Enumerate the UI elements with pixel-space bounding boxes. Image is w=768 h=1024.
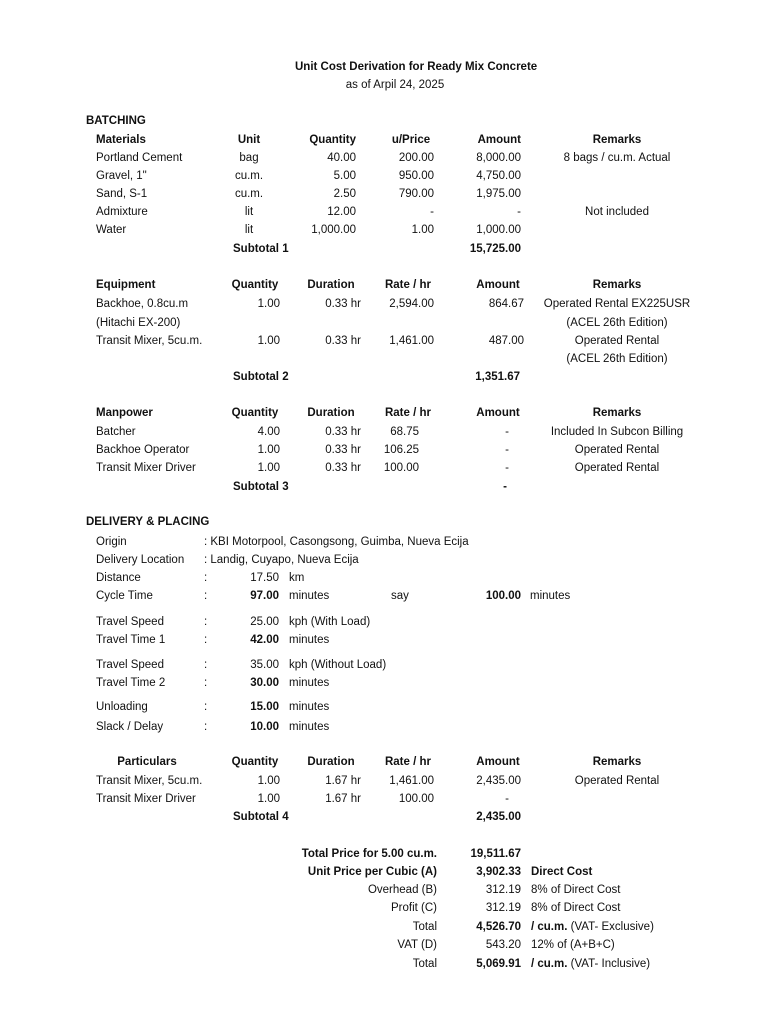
field-label: Origin bbox=[96, 536, 127, 548]
summary-label: Unit Price per Cubic (A) bbox=[307, 866, 437, 878]
table-cell: Transit Mixer, 5cu.m. bbox=[96, 775, 203, 787]
table-header: Rate / hr bbox=[384, 407, 431, 419]
subtotal-label: Subtotal 4 bbox=[233, 811, 289, 823]
summary-note-text: (VAT- Exclusive) bbox=[567, 921, 654, 933]
subtotal-value: 2,435.00 bbox=[476, 811, 521, 823]
table-cell: 1.00 bbox=[257, 462, 280, 474]
say-label: say bbox=[391, 590, 409, 602]
table-cell: 1.00 bbox=[257, 335, 280, 347]
table-cell: 0.33 hr bbox=[325, 462, 361, 474]
table-header: Equipment bbox=[96, 279, 156, 291]
table-cell: 1,461.00 bbox=[389, 335, 434, 347]
table-cell: 2.50 bbox=[333, 188, 356, 200]
table-cell: 790.00 bbox=[398, 188, 434, 200]
table-cell: Batcher bbox=[96, 426, 136, 438]
field-label: Travel Speed bbox=[96, 616, 164, 628]
table-header: Duration bbox=[307, 407, 355, 419]
summary-note-emphasis: Direct Cost bbox=[531, 866, 593, 878]
field-value: 42.00 bbox=[250, 634, 279, 646]
table-header: Amount bbox=[477, 134, 521, 146]
summary-note bbox=[531, 901, 620, 915]
table-header: Rate / hr bbox=[384, 279, 431, 291]
table-cell: Operated Rental EX225USR bbox=[543, 298, 691, 310]
table-cell: 1.67 hr bbox=[325, 775, 361, 787]
field-value: 10.00 bbox=[250, 721, 279, 733]
table-header: Remarks bbox=[592, 279, 642, 291]
table-cell: - bbox=[505, 793, 509, 805]
summary-value: 4,526.70 bbox=[476, 921, 521, 933]
table-header: Rate / hr bbox=[384, 756, 431, 768]
table-cell: Water bbox=[96, 224, 127, 236]
subtotal-label: Subtotal 1 bbox=[233, 243, 289, 255]
summary-note-text: (VAT- Inclusive) bbox=[567, 958, 651, 970]
summary-label: Total Price for 5.00 cu.m. bbox=[301, 848, 437, 860]
table-header: Amount bbox=[476, 279, 520, 291]
table-cell: - bbox=[505, 426, 509, 438]
table-header: Remarks bbox=[592, 756, 642, 768]
summary-note bbox=[531, 865, 592, 879]
table-cell: 1.00 bbox=[257, 793, 280, 805]
table-header: Remarks bbox=[592, 134, 642, 146]
table-header: Amount bbox=[476, 407, 520, 419]
table-cell: Sand, S-1 bbox=[96, 188, 148, 200]
table-header: Duration bbox=[307, 279, 355, 291]
say-value: 100.00 bbox=[485, 590, 521, 602]
table-header: Quantity bbox=[309, 134, 356, 146]
field-label: Travel Time 1 bbox=[96, 634, 166, 646]
field-label: Slack / Delay bbox=[96, 721, 164, 733]
table-cell: Gravel, 1" bbox=[96, 170, 147, 182]
table-cell: 1.00 bbox=[257, 444, 280, 456]
table-cell: 1.67 hr bbox=[325, 793, 361, 805]
field-label: Unloading bbox=[96, 701, 148, 713]
table-cell: 200.00 bbox=[398, 152, 434, 164]
say-unit: minutes bbox=[530, 590, 571, 602]
field-value: 30.00 bbox=[250, 677, 279, 689]
table-header: Quantity bbox=[231, 279, 279, 291]
table-cell: 106.25 bbox=[383, 444, 419, 456]
subtotal-label: Subtotal 3 bbox=[233, 481, 289, 493]
field-label: Cycle Time bbox=[96, 590, 153, 602]
table-cell: 40.00 bbox=[327, 152, 356, 164]
table-cell: 4,750.00 bbox=[476, 170, 521, 182]
subtotal-value: 15,725.00 bbox=[469, 243, 521, 255]
table-cell: 950.00 bbox=[398, 170, 434, 182]
field-unit: kph (With Load) bbox=[289, 616, 371, 628]
section-heading-batching: BATCHING bbox=[86, 115, 146, 127]
table-cell: Operated Rental bbox=[574, 444, 660, 456]
table-cell: Backhoe, 0.8cu.m bbox=[96, 298, 189, 310]
summary-note-emphasis: / cu.m. bbox=[531, 958, 568, 970]
summary-value: 3,902.33 bbox=[476, 866, 521, 878]
field-label: Distance bbox=[96, 572, 141, 584]
table-cell: 0.33 hr bbox=[325, 426, 361, 438]
summary-note bbox=[531, 920, 654, 934]
table-cell: 12.00 bbox=[327, 206, 356, 218]
field-value: 25.00 bbox=[250, 616, 279, 628]
field-label: Travel Speed bbox=[96, 659, 164, 671]
table-cell: Admixture bbox=[96, 206, 148, 218]
table-cell: 2,594.00 bbox=[389, 298, 434, 310]
table-cell: cu.m. bbox=[234, 188, 264, 200]
subtotal-value: 1,351.67 bbox=[475, 371, 520, 383]
table-cell: 0.33 hr bbox=[325, 298, 361, 310]
table-cell: Included In Subcon Billing bbox=[550, 426, 684, 438]
section-heading-delivery: DELIVERY & PLACING bbox=[86, 516, 210, 528]
table-cell: 487.00 bbox=[488, 335, 524, 347]
summary-value: 543.20 bbox=[485, 939, 521, 951]
table-cell: 8,000.00 bbox=[476, 152, 521, 164]
table-cell: (ACEL 26th Edition) bbox=[566, 317, 668, 329]
table-cell: 68.75 bbox=[390, 426, 419, 438]
summary-note bbox=[531, 938, 615, 952]
summary-label: Profit (C) bbox=[391, 902, 437, 914]
field-value: : KBI Motorpool, Casongsong, Guimba, Nueva Ecija bbox=[204, 536, 469, 548]
summary-note-text: 12% of (A+B+C) bbox=[531, 939, 615, 951]
field-unit: kph (Without Load) bbox=[289, 659, 387, 671]
field-value: : Landig, Cuyapo, Nueva Ecija bbox=[204, 554, 359, 566]
table-cell: Portland Cement bbox=[96, 152, 183, 164]
field-colon: : bbox=[204, 634, 208, 646]
table-cell: 1,975.00 bbox=[476, 188, 521, 200]
subtotal-label: Subtotal 2 bbox=[233, 371, 289, 383]
table-cell: 8 bags / cu.m. Actual bbox=[563, 152, 671, 164]
subtotal-value: - bbox=[503, 481, 507, 493]
field-value: 17.50 bbox=[250, 572, 279, 584]
table-header: Particulars bbox=[117, 756, 177, 768]
table-cell: 100.00 bbox=[398, 793, 434, 805]
field-colon: : bbox=[204, 572, 208, 584]
field-value: 15.00 bbox=[250, 701, 279, 713]
table-cell: 0.33 hr bbox=[325, 335, 361, 347]
table-header: Quantity bbox=[231, 756, 279, 768]
table-cell: - bbox=[430, 206, 434, 218]
table-cell: - bbox=[505, 444, 509, 456]
field-colon: : bbox=[204, 616, 208, 628]
table-cell: 1.00 bbox=[257, 298, 280, 310]
table-cell: 5.00 bbox=[333, 170, 356, 182]
table-cell: Backhoe Operator bbox=[96, 444, 190, 456]
summary-value: 5,069.91 bbox=[476, 958, 521, 970]
field-unit: minutes bbox=[289, 634, 330, 646]
table-header: Manpower bbox=[96, 407, 153, 419]
field-unit: minutes bbox=[289, 701, 330, 713]
summary-label: Total bbox=[412, 921, 437, 933]
field-unit: minutes bbox=[289, 721, 330, 733]
table-cell: Transit Mixer, 5cu.m. bbox=[96, 335, 203, 347]
field-label: Delivery Location bbox=[96, 554, 185, 566]
summary-note bbox=[531, 957, 650, 971]
table-cell: 1.00 bbox=[411, 224, 434, 236]
document-title: Unit Cost Derivation for Ready Mix Concrete bbox=[295, 61, 538, 73]
table-cell: 864.67 bbox=[488, 298, 524, 310]
table-cell: lit bbox=[244, 206, 254, 218]
table-cell: (ACEL 26th Edition) bbox=[566, 353, 668, 365]
summary-note-text: 8% of Direct Cost bbox=[531, 902, 621, 914]
table-header: Materials bbox=[96, 134, 146, 146]
table-cell: 1,000.00 bbox=[476, 224, 521, 236]
table-cell: 2,435.00 bbox=[476, 775, 521, 787]
table-cell: 1.00 bbox=[257, 775, 280, 787]
summary-value: 312.19 bbox=[485, 902, 521, 914]
table-cell: - bbox=[505, 462, 509, 474]
table-cell: Transit Mixer Driver bbox=[96, 793, 196, 805]
field-value: 97.00 bbox=[250, 590, 279, 602]
field-colon: : bbox=[204, 721, 208, 733]
summary-label: VAT (D) bbox=[397, 939, 437, 951]
field-colon: : bbox=[204, 659, 208, 671]
table-cell: 4.00 bbox=[257, 426, 280, 438]
table-cell: - bbox=[517, 206, 521, 218]
field-unit: minutes bbox=[289, 590, 330, 602]
summary-label: Overhead (B) bbox=[367, 884, 437, 896]
field-colon: : bbox=[204, 677, 208, 689]
table-cell: Operated Rental bbox=[574, 462, 660, 474]
field-value: 35.00 bbox=[250, 659, 279, 671]
document-subtitle: as of Arpil 24, 2025 bbox=[345, 79, 445, 91]
table-header: Unit bbox=[237, 134, 261, 146]
table-cell: (Hitachi EX-200) bbox=[96, 317, 181, 329]
table-cell: 0.33 hr bbox=[325, 444, 361, 456]
summary-note-emphasis: / cu.m. bbox=[531, 921, 568, 933]
table-cell: Not included bbox=[585, 206, 649, 218]
table-cell: Operated Rental bbox=[574, 775, 660, 787]
summary-value: 312.19 bbox=[485, 884, 521, 896]
summary-value: 19,511.67 bbox=[470, 848, 521, 860]
table-header: Remarks bbox=[592, 407, 642, 419]
table-cell: Operated Rental bbox=[574, 335, 660, 347]
field-colon: : bbox=[204, 590, 208, 602]
field-unit: km bbox=[289, 572, 305, 584]
table-header: u/Price bbox=[391, 134, 431, 146]
table-cell: lit bbox=[244, 224, 254, 236]
table-cell: bag bbox=[239, 152, 259, 164]
summary-note bbox=[531, 883, 620, 897]
table-header: Duration bbox=[307, 756, 355, 768]
table-cell: 1,461.00 bbox=[389, 775, 434, 787]
summary-label: Total bbox=[412, 958, 437, 970]
table-cell: 100.00 bbox=[383, 462, 419, 474]
summary-note-text: 8% of Direct Cost bbox=[531, 884, 621, 896]
table-header: Amount bbox=[476, 756, 520, 768]
table-cell: cu.m. bbox=[234, 170, 264, 182]
table-cell: 1,000.00 bbox=[311, 224, 356, 236]
field-colon: : bbox=[204, 701, 208, 713]
table-header: Quantity bbox=[231, 407, 279, 419]
field-unit: minutes bbox=[289, 677, 330, 689]
table-cell: Transit Mixer Driver bbox=[96, 462, 196, 474]
field-label: Travel Time 2 bbox=[96, 677, 166, 689]
